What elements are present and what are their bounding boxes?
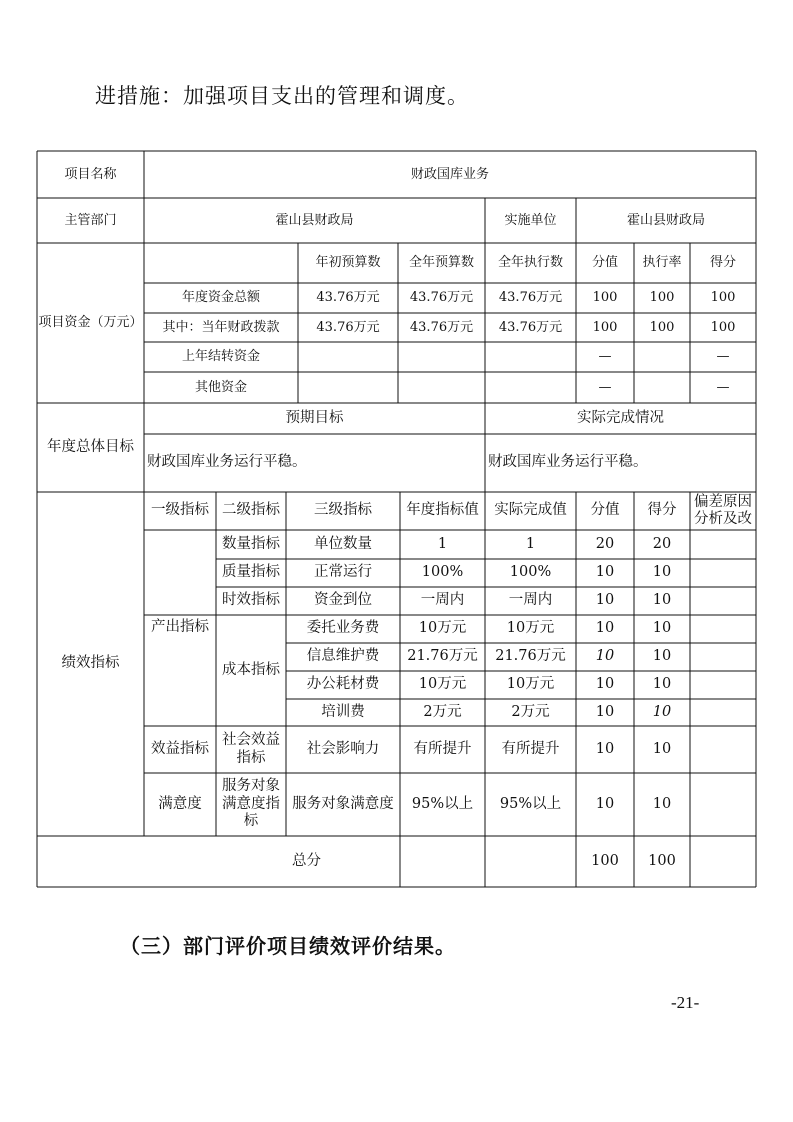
- perf-row-l3: 培训费: [321, 703, 365, 720]
- perf-row-actual: 2万元: [511, 703, 550, 720]
- perf-row-score-value: 10: [595, 620, 615, 637]
- perf-row-score-value: 20: [595, 535, 615, 552]
- goal-expected-header: 预期目标: [285, 409, 344, 426]
- perf-row-l3: 办公耗材费: [306, 676, 380, 693]
- funds-header-cell: 执行率: [642, 255, 682, 271]
- funds-row-name: 其他资金: [194, 379, 247, 395]
- impl-unit-label: 实施单位: [504, 212, 557, 228]
- funds-row-name: 其中：当年财政拨款: [162, 319, 280, 335]
- funds-header-cell: 年初预算数: [315, 255, 381, 271]
- perf-row-actual: 10万元: [506, 620, 555, 637]
- funds-row-name: 上年结转资金: [181, 349, 260, 365]
- perf-row-score-value: 10: [595, 592, 615, 609]
- intro-text: 进措施：加强项目支出的管理和调度。: [95, 84, 469, 108]
- perf-row-actual: 1: [525, 535, 536, 552]
- funds-row-cell: 100: [710, 290, 736, 306]
- level2-quality: 质量指标: [222, 564, 280, 581]
- perf-row-target: 95%以上: [411, 795, 474, 812]
- total-label: 总分: [292, 852, 321, 869]
- perf-header-cell: 三级指标: [314, 502, 372, 519]
- funds-row-cell: [398, 342, 485, 372]
- perf-row-l3: 服务对象满意度: [292, 795, 394, 812]
- perf-row-score-value: 10: [595, 740, 615, 757]
- perf-row-l3: 资金到位: [314, 592, 372, 609]
- perf-header-cell: 一级指标: [151, 502, 209, 519]
- perf-row-score-value: 10: [595, 648, 615, 665]
- project-name-label: 项目名称: [64, 166, 117, 182]
- perf-header-cell: 年度指标值: [406, 502, 479, 519]
- perf-row-score: 10: [652, 592, 672, 609]
- funds-row-cell: 100: [649, 290, 675, 306]
- perf-row-target: 2万元: [423, 703, 462, 720]
- funds-row-cell: 100: [592, 290, 618, 306]
- perf-row-l3: 委托业务费: [306, 620, 380, 637]
- funds-row-cell: 43.76万元: [409, 319, 474, 335]
- perf-row-target: 10万元: [418, 676, 467, 693]
- perf-row-score: 10: [652, 703, 672, 720]
- level1-output: 产出指标: [151, 619, 209, 636]
- funds-row-cell: 43.76万元: [409, 290, 474, 306]
- total-score: 100: [648, 852, 676, 869]
- level2-timeliness: 时效指标: [222, 592, 280, 609]
- level2-quantity: 数量指标: [222, 535, 280, 552]
- level1-benefit: 效益指标: [151, 740, 209, 757]
- perf-row-actual: 一周内: [508, 592, 553, 609]
- funds-row-cell: —: [598, 349, 612, 365]
- perf-row-actual: 有所提升: [501, 740, 560, 757]
- perf-row-score: 10: [652, 795, 672, 812]
- perf-label: 绩效指标: [61, 655, 120, 672]
- perf-row-score: 20: [652, 535, 672, 552]
- funds-row-cell: —: [716, 379, 730, 395]
- perf-row-score: 10: [652, 620, 672, 637]
- funds-row-cell: [298, 342, 398, 372]
- perf-row-score-value: 10: [595, 676, 615, 693]
- perf-row-target: 1: [437, 535, 448, 552]
- perf-row-actual: 95%以上: [499, 795, 562, 812]
- goal-actual-header: 实际完成情况: [577, 409, 664, 426]
- perf-row-target: 100%: [421, 564, 464, 581]
- perf-row-target: 一周内: [420, 592, 465, 609]
- perf-row-score-value: 10: [595, 703, 615, 720]
- goal-label: 年度总体目标: [47, 438, 134, 455]
- funds-row-cell: 100: [710, 319, 736, 335]
- perf-row-l3: 单位数量: [314, 535, 372, 552]
- dept-value: 霍山县财政局: [275, 212, 354, 228]
- funds-row-cell: [634, 372, 690, 403]
- goal-actual-text: 财政国库业务运行平稳。: [488, 454, 648, 471]
- perf-row-actual: 21.76万元: [495, 648, 566, 665]
- perf-row-target: 21.76万元: [407, 648, 478, 665]
- level1-satisfaction: 满意度: [158, 795, 202, 812]
- perf-row-score: 10: [652, 740, 672, 757]
- funds-row-cell: [634, 342, 690, 372]
- perf-header-cell: 偏差原因分析及改: [694, 493, 752, 527]
- perf-row-score-value: 10: [595, 564, 615, 581]
- funds-row-cell: [398, 372, 485, 403]
- goal-expected-text: 财政国库业务运行平稳。: [147, 454, 307, 471]
- perf-row-l3: 社会影响力: [306, 740, 380, 757]
- funds-row-cell: 43.76万元: [316, 290, 380, 306]
- funds-row-cell: —: [716, 349, 730, 365]
- perf-row-l3: 信息维护费: [306, 648, 380, 665]
- perf-header-cell: 得分: [647, 502, 677, 519]
- funds-label: 项目资金（万元）: [38, 315, 143, 331]
- funds-row-cell: [298, 372, 398, 403]
- perf-row-target: 10万元: [418, 620, 467, 637]
- funds-row-name: 年度资金总额: [181, 290, 260, 306]
- total-score-value: 100: [591, 852, 619, 869]
- page-number: -21-: [671, 993, 700, 1012]
- level2-satisfaction: 服务对象满意度指标: [222, 778, 280, 830]
- level2-cost: 成本指标: [222, 661, 280, 678]
- impl-unit-value: 霍山县财政局: [626, 212, 705, 228]
- perf-header-cell: 实际完成值: [494, 502, 567, 519]
- funds-row-cell: [485, 342, 576, 372]
- funds-row-cell: —: [598, 379, 612, 395]
- funds-row-cell: 43.76万元: [498, 319, 563, 335]
- funds-row-cell: 43.76万元: [498, 290, 563, 306]
- perf-row-actual: 10万元: [506, 676, 555, 693]
- funds-row-cell: [485, 372, 576, 403]
- funds-header-cell: 得分: [709, 255, 736, 271]
- perf-row-score: 10: [652, 648, 672, 665]
- perf-row-target: 有所提升: [413, 740, 472, 757]
- level2-social-benefit: 社会效益指标: [222, 732, 280, 766]
- perf-header-cell: 二级指标: [222, 502, 280, 519]
- perf-row-actual: 100%: [509, 564, 552, 581]
- perf-row-score: 10: [652, 564, 672, 581]
- perf-row-l3: 正常运行: [314, 564, 372, 581]
- dept-label: 主管部门: [64, 212, 117, 228]
- section-heading: （三）部门评价项目绩效评价结果。: [120, 934, 456, 958]
- perf-row-score: 10: [652, 676, 672, 693]
- funds-header-cell: 全年执行数: [497, 255, 563, 271]
- funds-header-cell: 全年预算数: [408, 255, 474, 271]
- funds-row-cell: 100: [592, 319, 618, 335]
- perf-row-score-value: 10: [595, 795, 615, 812]
- funds-row-cell: 43.76万元: [316, 319, 380, 335]
- funds-header-cell: 分值: [591, 255, 618, 271]
- perf-header-cell: 分值: [590, 502, 620, 519]
- funds-row-cell: 100: [649, 319, 675, 335]
- project-name-value: 财政国库业务: [410, 166, 489, 182]
